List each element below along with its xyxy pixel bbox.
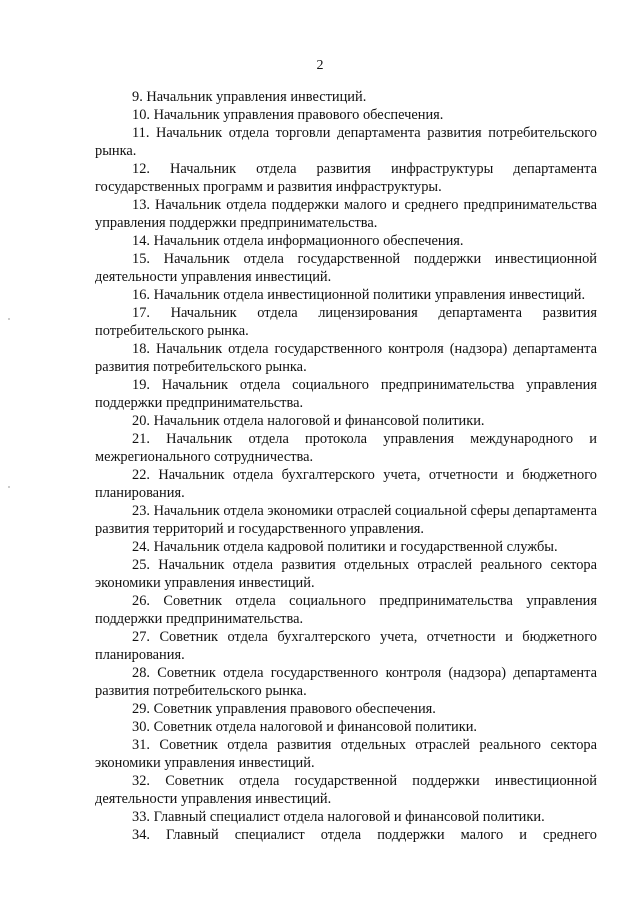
position-list: [95, 88, 597, 844]
list-item: 34. Главный специалист отдела поддержки малого и среднего: [132, 827, 597, 843]
list-item: 22. Начальник отдела бухгалтерского учета, отчетности и бюджетного планирования.: [95, 467, 597, 501]
list-item: 10. Начальник управления правового обеспечения.: [132, 107, 444, 123]
list-item: 20. Начальник отдела налоговой и финансовой политики.: [132, 413, 485, 429]
list-item: 29. Советник управления правового обеспечения.: [132, 701, 436, 717]
list-item: 31. Советник отдела развития отдельных отраслей реального сектора экономики управления инвестиций.: [95, 737, 597, 771]
list-item: 17. Начальник отдела лицензирования департамента развития потребительского рынка.: [95, 305, 597, 339]
list-item: 19. Начальник отдела социального предпринимательства управления поддержки предпринимательства.: [95, 377, 597, 411]
scan-speck: [8, 318, 10, 320]
list-item: 13. Начальник отдела поддержки малого и среднего предпринимательства управления поддержки предпринимательства.: [95, 197, 597, 231]
list-item: 11. Начальник отдела торговли департамента развития потребительского рынка.: [95, 125, 597, 159]
list-item: 23. Начальник отдела экономики отраслей социальной сферы департамента развития территорий и государственного управления.: [95, 503, 597, 537]
list-item: 25. Начальник отдела развития отдельных отраслей реального сектора экономики управления инвестиций.: [95, 557, 597, 591]
list-item: 18. Начальник отдела государственного контроля (надзора) департамента развития потребительского рынка.: [95, 341, 597, 375]
list-item: 33. Главный специалист отдела налоговой и финансовой политики.: [132, 809, 545, 825]
list-item: 9. Начальник управления инвестиций.: [132, 89, 367, 105]
list-item: 32. Советник отдела государственной поддержки инвестиционной деятельности управления инвестиций.: [95, 773, 597, 807]
list-item: 27. Советник отдела бухгалтерского учета, отчетности и бюджетного планирования.: [95, 629, 597, 663]
list-item: 30. Советник отдела налоговой и финансовой политики.: [132, 719, 478, 735]
page-number: 2: [316, 58, 324, 73]
list-item: 21. Начальник отдела протокола управления международного и межрегионального сотрудничества.: [95, 431, 597, 465]
list-item: 24. Начальник отдела кадровой политики и государственной службы.: [132, 539, 558, 555]
list-item: 26. Советник отдела социального предпринимательства управления поддержки предпринимательства.: [95, 593, 597, 627]
list-item: 28. Советник отдела государственного контроля (надзора) департамента развития потребительского рынка.: [95, 665, 597, 699]
list-item: 15. Начальник отдела государственной поддержки инвестиционной деятельности управления инвестиций.: [95, 251, 597, 285]
list-item: 16. Начальник отдела инвестиционной политики управления инвестиций.: [132, 287, 586, 303]
list-item: 14. Начальник отдела информационного обеспечения.: [132, 233, 464, 249]
list-item: 12. Начальник отдела развития инфраструктуры департамента государственных программ и развития инфраструктуры.: [95, 161, 597, 195]
scan-speck: [8, 486, 10, 488]
